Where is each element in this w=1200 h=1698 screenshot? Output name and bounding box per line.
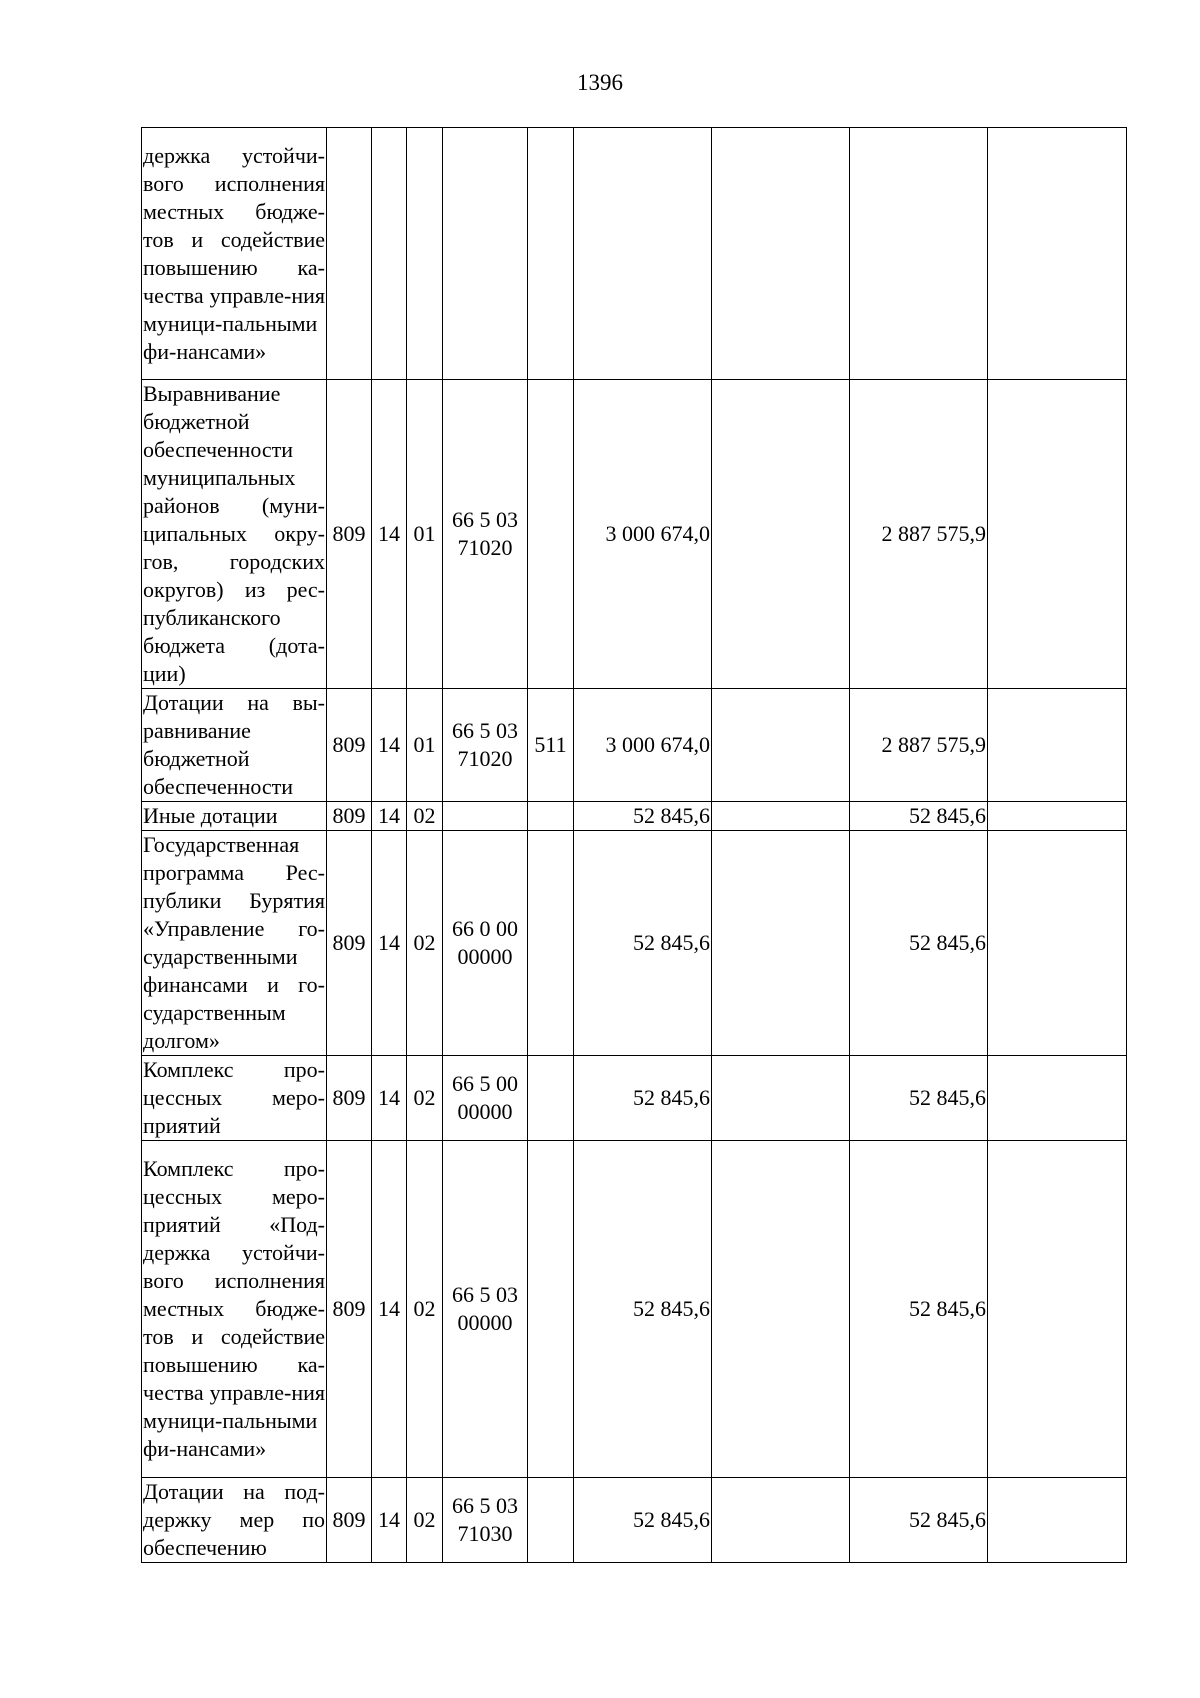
ministry-code-cell: 809: [327, 802, 372, 831]
subsection-code-cell: 02: [407, 831, 443, 1056]
amount-cell-2: 52 845,6: [850, 802, 988, 831]
ministry-code-cell: 809: [327, 1141, 372, 1478]
empty-cell: [988, 128, 1127, 380]
expense-type-cell: [528, 1141, 574, 1478]
target-article-cell: [443, 802, 528, 831]
target-article-cell: [443, 128, 528, 380]
target-article-cell: [443, 831, 528, 1056]
subsection-code-cell: 02: [407, 1141, 443, 1478]
section-code-cell: 14: [372, 831, 407, 1056]
empty-cell: [988, 802, 1127, 831]
section-code-cell: 14: [372, 689, 407, 802]
empty-cell: [712, 128, 850, 380]
target-article-line1: 66 5 03: [452, 1282, 518, 1307]
expense-type-cell: [528, 128, 574, 380]
empty-cell: [712, 689, 850, 802]
target-article-line2: 00000: [457, 1310, 513, 1335]
ministry-code-cell: 809: [327, 1056, 372, 1141]
target-article-line1: 66 5 03: [452, 507, 518, 532]
empty-cell: [712, 1056, 850, 1141]
ministry-code-cell: 809: [327, 831, 372, 1056]
amount-cell-1: 3 000 674,0: [574, 689, 712, 802]
table-row: [142, 128, 1127, 380]
budget-table: [141, 127, 1127, 1563]
amount-cell-2: 52 845,6: [850, 1478, 988, 1563]
amount-cell-1: 52 845,6: [574, 802, 712, 831]
target-article-line1: 66 5 00: [452, 1071, 518, 1096]
ministry-code-cell: 809: [327, 1478, 372, 1563]
target-article-line2: 00000: [457, 1099, 513, 1124]
row-name-cell: Иные дотации: [142, 802, 327, 831]
table-row: [142, 802, 1127, 831]
amount-cell-1: [574, 128, 712, 380]
amount-cell-1: 3 000 674,0: [574, 380, 712, 689]
target-article-cell: [443, 1478, 528, 1563]
row-name-cell: Комплекс про-цессных меро-приятий «Под-держка устойчи-вого исполнения местных бюдже-тов и содействие повышению ка-чества управле-ния муници-пальными фи-нансами»: [142, 1141, 327, 1478]
target-article-line1: 66 0 00: [452, 916, 518, 941]
amount-cell-2: 2 887 575,9: [850, 689, 988, 802]
expense-type-cell: [528, 380, 574, 689]
section-code-cell: 14: [372, 1056, 407, 1141]
amount-cell-2: 2 887 575,9: [850, 380, 988, 689]
row-name-cell: Дотации на под-держку мер по обеспечению: [142, 1478, 327, 1563]
page-number: 1396: [577, 70, 623, 95]
amount-cell-2: 52 845,6: [850, 1141, 988, 1478]
target-article-cell: [443, 380, 528, 689]
amount-cell-1: 52 845,6: [574, 1056, 712, 1141]
ministry-code-cell: 809: [327, 380, 372, 689]
empty-cell: [712, 380, 850, 689]
table-row: [142, 1056, 1127, 1141]
table-row: [142, 1478, 1127, 1563]
section-code-cell: 14: [372, 802, 407, 831]
amount-cell-2: [850, 128, 988, 380]
section-code-cell: [372, 128, 407, 380]
amount-cell-1: 52 845,6: [574, 1478, 712, 1563]
empty-cell: [712, 1478, 850, 1563]
subsection-code-cell: 01: [407, 380, 443, 689]
ministry-code-cell: [327, 128, 372, 380]
empty-cell: [988, 1478, 1127, 1563]
target-article-cell: [443, 1056, 528, 1141]
section-code-cell: 14: [372, 1478, 407, 1563]
empty-cell: [712, 831, 850, 1056]
expense-type-cell: [528, 1056, 574, 1141]
row-name-cell: держка устойчи-вого исполнения местных бюдже-тов и содействие повышению ка-чества управле-ния муници-пальными фи-нансами»: [142, 128, 327, 380]
empty-cell: [712, 802, 850, 831]
target-article-line2: 71020: [457, 746, 513, 771]
row-name-cell: Государственная программа Рес-публики Бурятия «Управление го-сударственными финансами и го-сударственным долгом»: [142, 831, 327, 1056]
target-article-line2: 71020: [457, 535, 513, 560]
target-article-line2: 00000: [457, 944, 513, 969]
target-article-line1: 66 5 03: [452, 1493, 518, 1518]
amount-cell-2: 52 845,6: [850, 831, 988, 1056]
table-row: [142, 831, 1127, 1056]
row-name-cell: Выравнивание бюджетной обеспеченности муниципальных районов (муни-ципальных окру-гов, городских округов) из рес-публиканского бюджета (дота-ции): [142, 380, 327, 689]
expense-type-cell: 511: [528, 689, 574, 802]
empty-cell: [988, 1056, 1127, 1141]
row-name-cell: Комплекс про-цессных меро-приятий: [142, 1056, 327, 1141]
expense-type-cell: [528, 831, 574, 1056]
target-article-line1: 66 5 03: [452, 718, 518, 743]
amount-cell-1: 52 845,6: [574, 831, 712, 1056]
empty-cell: [988, 831, 1127, 1056]
subsection-code-cell: 02: [407, 802, 443, 831]
section-code-cell: 14: [372, 1141, 407, 1478]
subsection-code-cell: [407, 128, 443, 380]
table-row: [142, 380, 1127, 689]
ministry-code-cell: 809: [327, 689, 372, 802]
empty-cell: [712, 1141, 850, 1478]
expense-type-cell: [528, 1478, 574, 1563]
amount-cell-2: 52 845,6: [850, 1056, 988, 1141]
table-row: [142, 1141, 1127, 1478]
empty-cell: [988, 689, 1127, 802]
subsection-code-cell: 02: [407, 1056, 443, 1141]
amount-cell-1: 52 845,6: [574, 1141, 712, 1478]
table-row: [142, 689, 1127, 802]
expense-type-cell: [528, 802, 574, 831]
target-article-cell: [443, 689, 528, 802]
target-article-cell: [443, 1141, 528, 1478]
empty-cell: [988, 1141, 1127, 1478]
target-article-line2: 71030: [457, 1521, 513, 1546]
subsection-code-cell: 02: [407, 1478, 443, 1563]
section-code-cell: 14: [372, 380, 407, 689]
empty-cell: [988, 380, 1127, 689]
subsection-code-cell: 01: [407, 689, 443, 802]
row-name-cell: Дотации на вы-равнивание бюджетной обеспеченности: [142, 689, 327, 802]
